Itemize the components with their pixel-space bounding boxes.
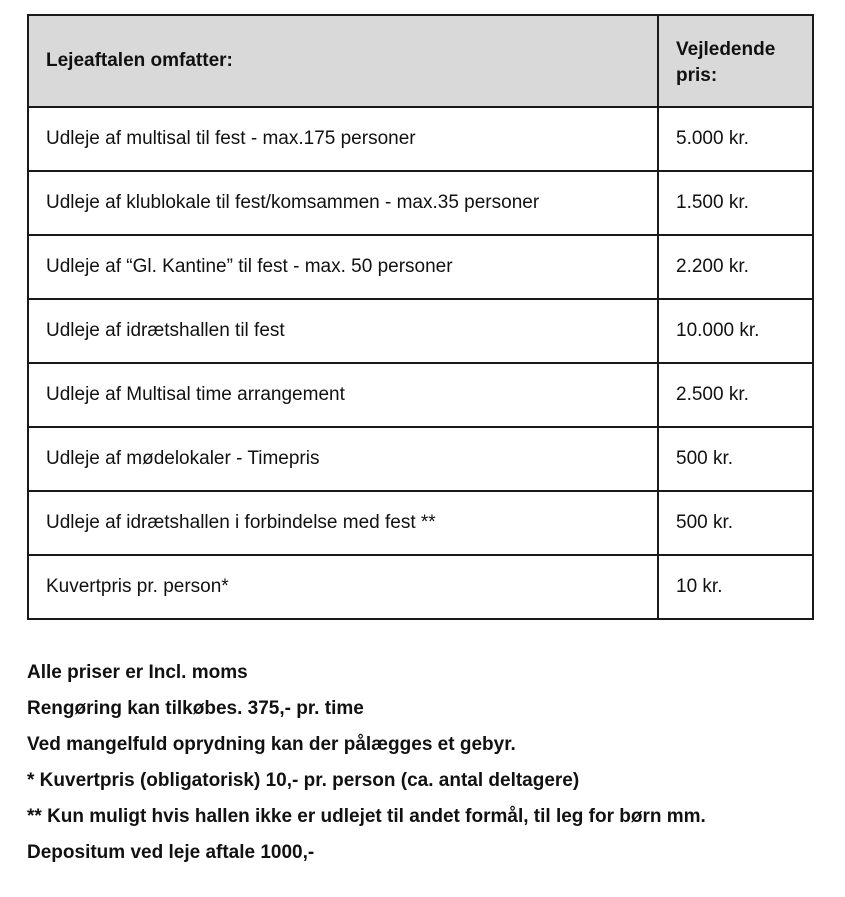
row-description: Udleje af mødelokaler - Timepris — [28, 427, 658, 491]
note-cleaning: Rengøring kan tilkøbes. 375,- pr. time — [27, 698, 364, 719]
note-fee: Ved mangelfuld oprydning kan der pålægges et gebyr. — [27, 734, 516, 755]
row-price: 10 kr. — [658, 555, 813, 619]
row-price: 2.200 kr. — [658, 235, 813, 299]
header-description-label: Lejeaftalen omfatter: — [46, 50, 233, 71]
row-description: Udleje af idrætshallen til fest — [28, 299, 658, 363]
row-description: Udleje af multisal til fest - max.175 personer — [28, 107, 658, 171]
table-row — [28, 235, 813, 299]
note-cover-price: * Kuvertpris (obligatorisk) 10,- pr. person (ca. antal deltagere) — [27, 770, 580, 791]
row-description: Udleje af Multisal time arrangement — [28, 363, 658, 427]
table-header-row — [28, 15, 813, 107]
table-row — [28, 171, 813, 235]
table-row — [28, 299, 813, 363]
table-row — [28, 107, 813, 171]
note-vat: Alle priser er Incl. moms — [27, 662, 248, 683]
row-description: Udleje af klublokale til fest/komsammen - max.35 personer — [28, 171, 658, 235]
price-table — [27, 14, 814, 620]
table-row — [28, 491, 813, 555]
row-price: 2.500 kr. — [658, 363, 813, 427]
row-description: Kuvertpris pr. person* — [28, 555, 658, 619]
row-price: 500 kr. — [658, 427, 813, 491]
header-price — [658, 15, 813, 107]
row-description: Udleje af “Gl. Kantine” til fest - max. 50 personer — [28, 235, 658, 299]
row-price: 10.000 kr. — [658, 299, 813, 363]
header-price-line2: pris: — [676, 65, 718, 86]
header-description — [28, 15, 658, 107]
notes-section — [27, 662, 842, 878]
row-price: 1.500 kr. — [658, 171, 813, 235]
row-price: 500 kr. — [658, 491, 813, 555]
row-description: Udleje af idrætshallen i forbindelse med fest ** — [28, 491, 658, 555]
table-row — [28, 555, 813, 619]
row-price: 5.000 kr. — [658, 107, 813, 171]
table-row — [28, 363, 813, 427]
note-deposit: Depositum ved leje aftale 1000,- — [27, 842, 315, 863]
table-row — [28, 427, 813, 491]
header-price-line1: Vejledende — [676, 39, 776, 60]
note-hall-availability: ** Kun muligt hvis hallen ikke er udlejet til andet formål, til leg for børn mm. — [27, 806, 706, 827]
